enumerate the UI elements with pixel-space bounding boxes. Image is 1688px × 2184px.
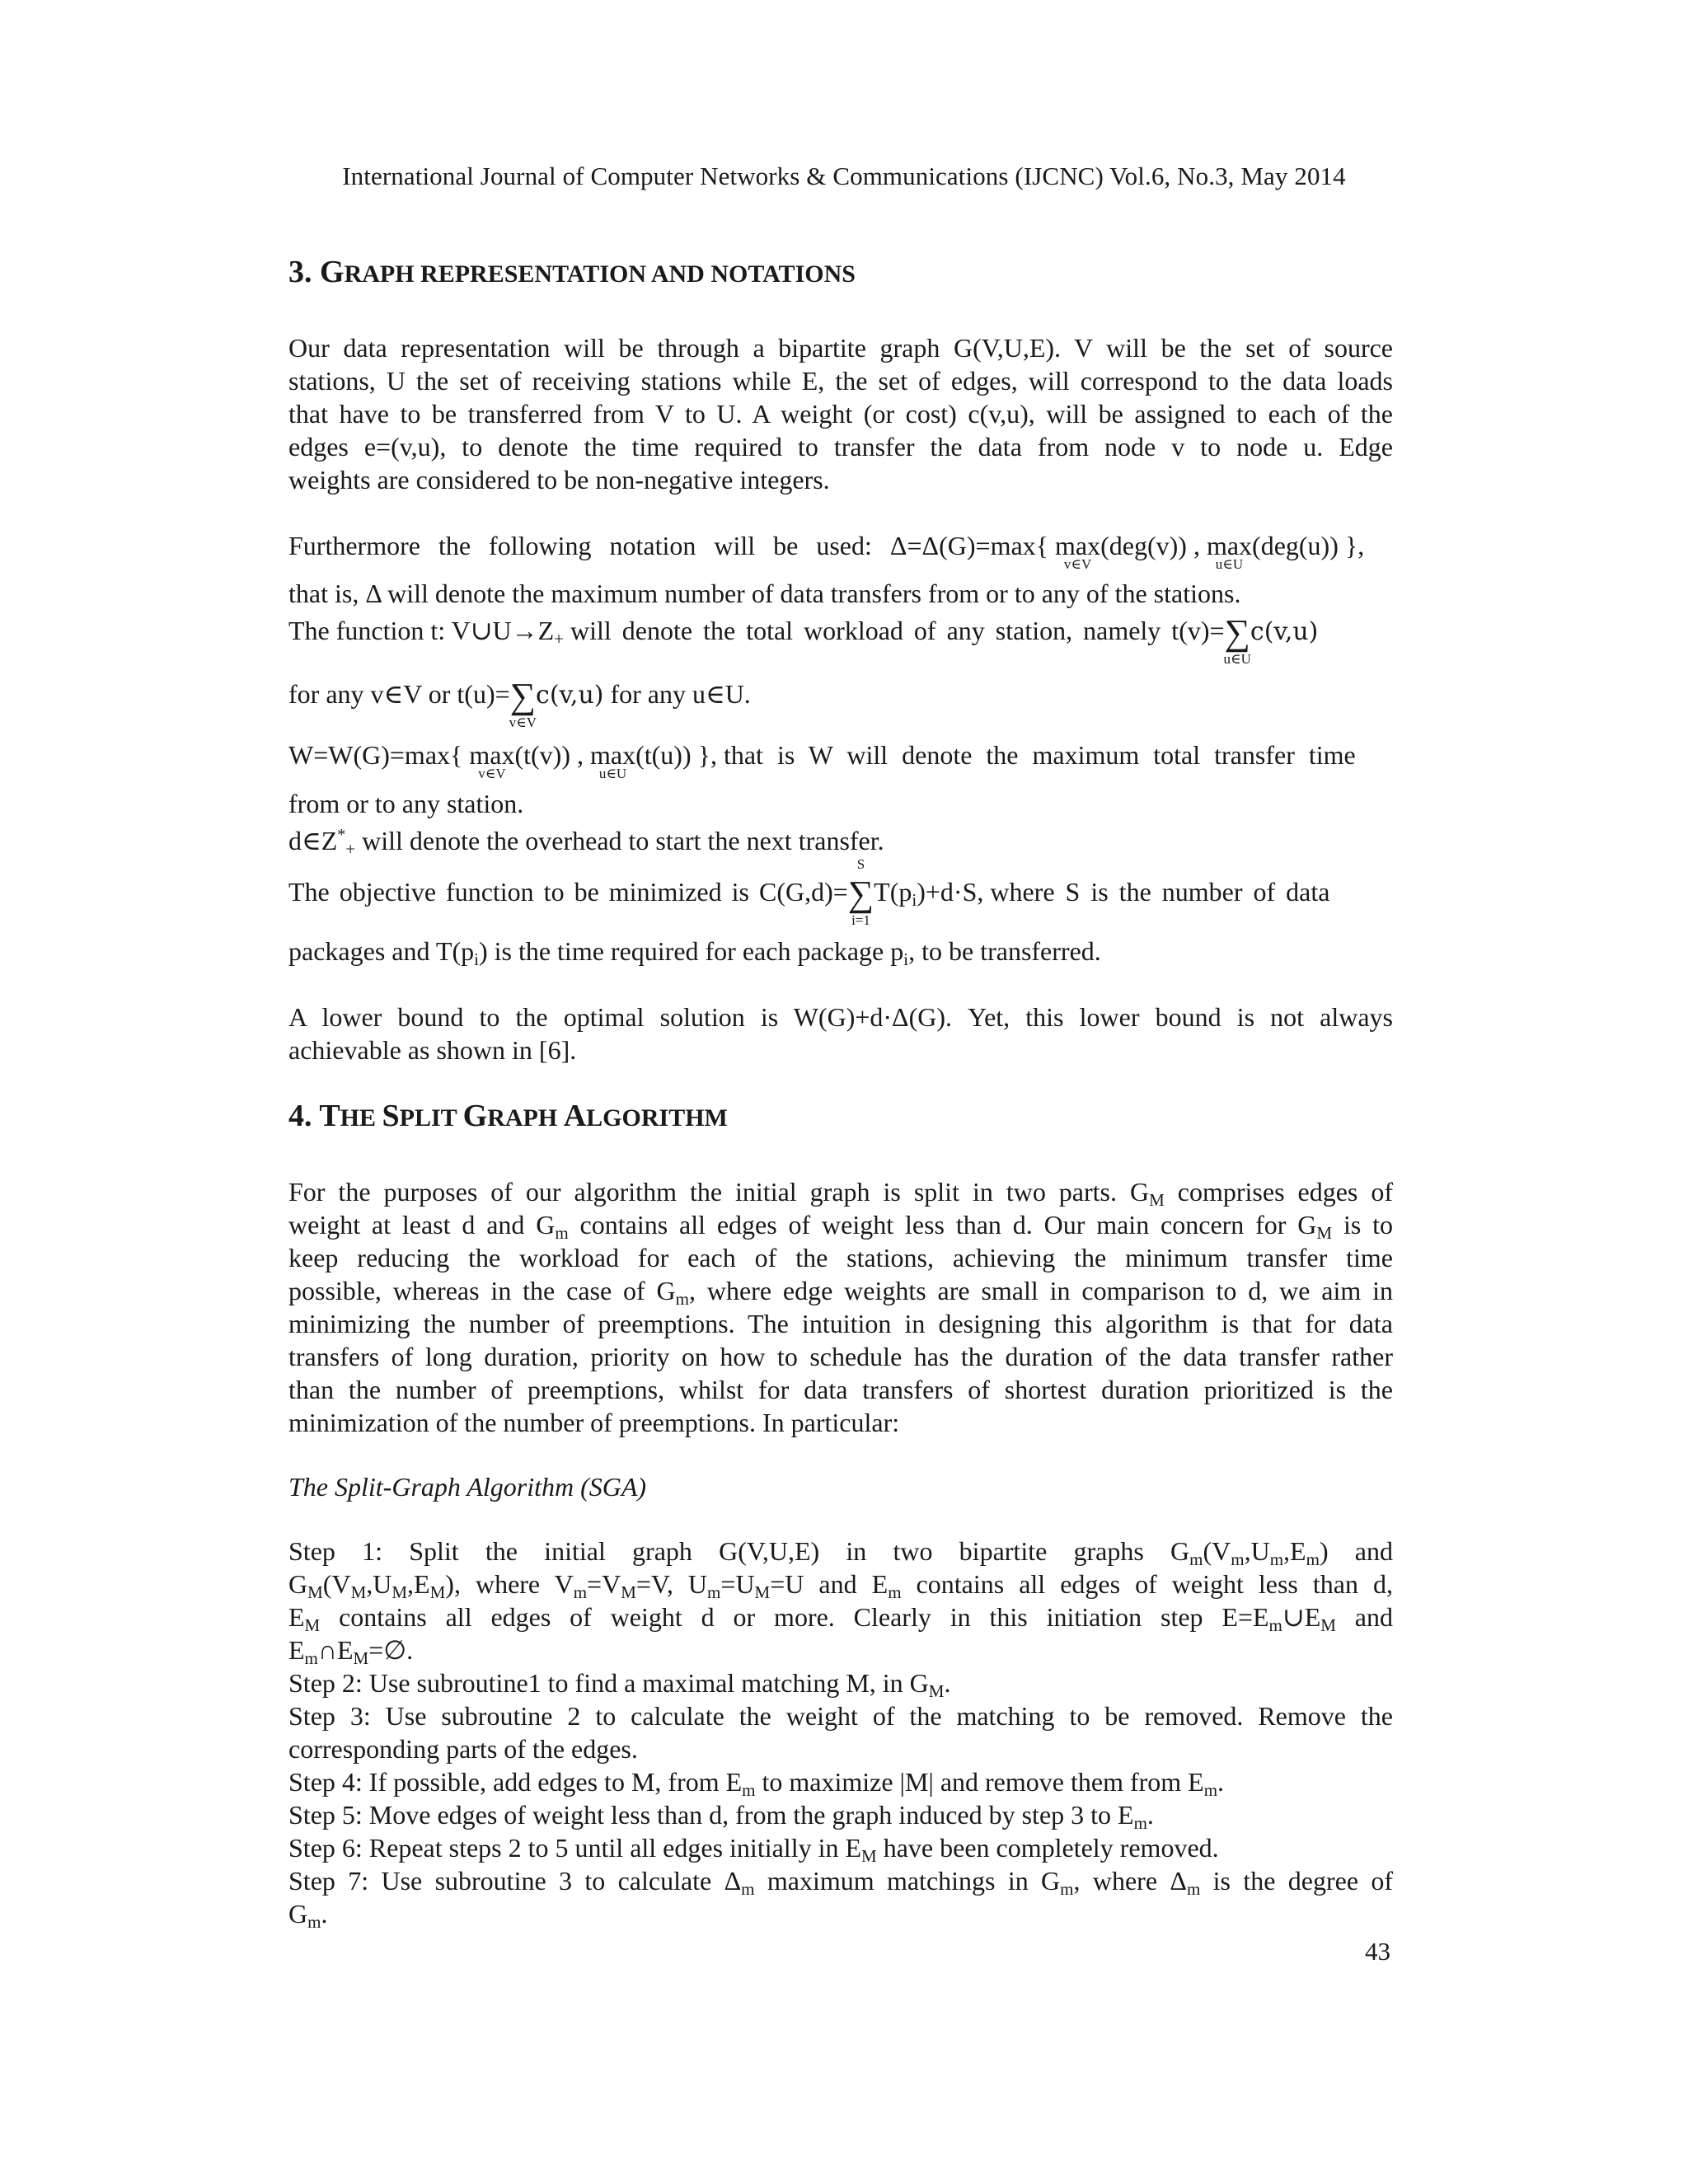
notation-function-line: The function t: $V\cup U\to Z_+$ will denote the total workload of any station, namely t(v)=∑ u∈U c(v,u): [288, 612, 1319, 667]
text-line: A lower bound to the optimal solution is W(G)+d·Δ(G). Yet, this lower bound is not always: [288, 1002, 1393, 1032]
notation-w-line: W=W(G)=max{ max v∈V (t(v)) , max u∈U (t(u)) }, that is W will denote the maximum total transfer time: [288, 740, 1356, 781]
step-1-line-3: $E_M$ contains all edges of weight d or more. Clearly in this initiation step $E=E_m\cup E_M$ and: [288, 1602, 1394, 1635]
text-line: keep reducing the workload for each of the stations, achieving the minimum transfer time: [288, 1243, 1393, 1272]
step-4: Step 4: If possible, add edges to M, from $E_m$ to maximize |M| and remove them from $E_m$.: [288, 1767, 1225, 1800]
step-1-line-4: $E_m\cap E_M=\emptyset$.: [288, 1635, 414, 1668]
step-1-line-2: $G_M(V_M,U_M,E_M)$, where $V_m=V_M=V$, $U_m=U_M=U$ and $E_m$ contains all edges of weight less than d,: [288, 1569, 1394, 1602]
text-line: minimizing the number of preemptions. The intuition in designing this algorithm is that for data: [288, 1309, 1393, 1338]
algorithm-title: The Split-Graph Algorithm (SGA): [288, 1472, 647, 1502]
step-7-line-2: $G_m$.: [288, 1899, 328, 1932]
text-line: achievable as shown in [6].: [288, 1035, 577, 1065]
step-3-line-2: corresponding parts of the edges.: [288, 1734, 638, 1764]
text-line: stations, U the set of receiving stations while E, the set of edges, will correspond to the data loads: [288, 366, 1393, 396]
text-line: Our data representation will be through a bipartite graph G(V,U,E). V will be the set of source: [288, 333, 1393, 363]
text-line: that is, Δ will denote the maximum number of data transfers from or to any of the stations.: [288, 579, 1241, 608]
step-3-line-1: Step 3: Use subroutine 2 to calculate the weight of the matching to be removed. Remove the: [288, 1701, 1393, 1731]
section-4-heading: 4. THE SPLIT GRAPH ALGORITHM: [288, 1099, 728, 1133]
notation-tu-line: for any v∈V or t(u)=∑ v∈V c(v,u) for any u∈U.: [288, 676, 751, 730]
text-line: than the number of preemptions, whilst for data transfers of shortest duration prioritized is the: [288, 1375, 1393, 1404]
step-2: Step 2: Use subroutine1 to find a maximal matching M, in $G_M$.: [288, 1668, 951, 1701]
notation-package-line: packages and $T(p_i)$ is the time required for each package $p_i$, to be transferred.: [288, 936, 1101, 969]
step-1-line-1: Step 1: Split the initial graph G(V,U,E) in two bipartite graphs $G_m(V_m,U_m,E_m)$ and: [288, 1536, 1394, 1569]
heading-initial: G: [320, 255, 345, 289]
notation-objective-line: The objective function to be minimized is C(G,d)= S ∑ i=1 $T(p_i)+d\cdot S$, where S is the number of data: [288, 856, 1330, 928]
text-line: weight at least d and $G_m$ contains all edges of weight less than d. Our main concern for $G_M$ is to: [288, 1210, 1394, 1243]
text-line: that have to be transferred from V to U. A weight (or cost) c(v,u), will be assigned to each of the: [288, 399, 1393, 429]
heading-rest: RAPH REPRESENTATION AND NOTATIONS: [344, 260, 856, 288]
page-number: 43: [1365, 1937, 1390, 1966]
notation-delta-line: Furthermore the following notation will be used: Δ=Δ(G)=max{ max v∈V (deg(v)) , max u∈U (deg(u)) },: [288, 531, 1365, 572]
text-line: weights are considered to be non-negative integers.: [288, 465, 830, 494]
text-line: possible, whereas in the case of $G_m$, where edge weights are small in comparison to d, we aim in: [288, 1276, 1394, 1309]
step-6: Step 6: Repeat steps 2 to 5 until all edges initially in $E_M$ have been completely removed.: [288, 1833, 1219, 1866]
running-header: International Journal of Computer Networks & Communications (IJCNC) Vol.6, No.3, May 2014: [342, 162, 1346, 190]
text-line: For the purposes of our algorithm the initial graph is split in two parts. $G_M$ comprises edges of: [288, 1177, 1394, 1210]
section-number: 3.: [288, 255, 320, 289]
text-line: edges e=(v,u), to denote the time required to transfer the data from node v to node u. Edge: [288, 432, 1393, 462]
step-7-line-1: Step 7: Use subroutine 3 to calculate $\Delta_m$ maximum matchings in $G_m$, where $\Delta_m$ is the degree of: [288, 1866, 1394, 1899]
section-3-heading: [288, 254, 856, 290]
notation-d-line: $d\in Z^*_+$ will denote the overhead to start the next transfer.: [288, 826, 884, 859]
step-5: Step 5: Move edges of weight less than d, from the graph induced by step 3 to $E_m$.: [288, 1800, 1154, 1833]
text-line: transfers of long duration, priority on how to schedule has the duration of the data transfer rather: [288, 1342, 1393, 1371]
text-line: from or to any station.: [288, 789, 524, 818]
text-line: minimization of the number of preemptions. In particular:: [288, 1408, 900, 1437]
